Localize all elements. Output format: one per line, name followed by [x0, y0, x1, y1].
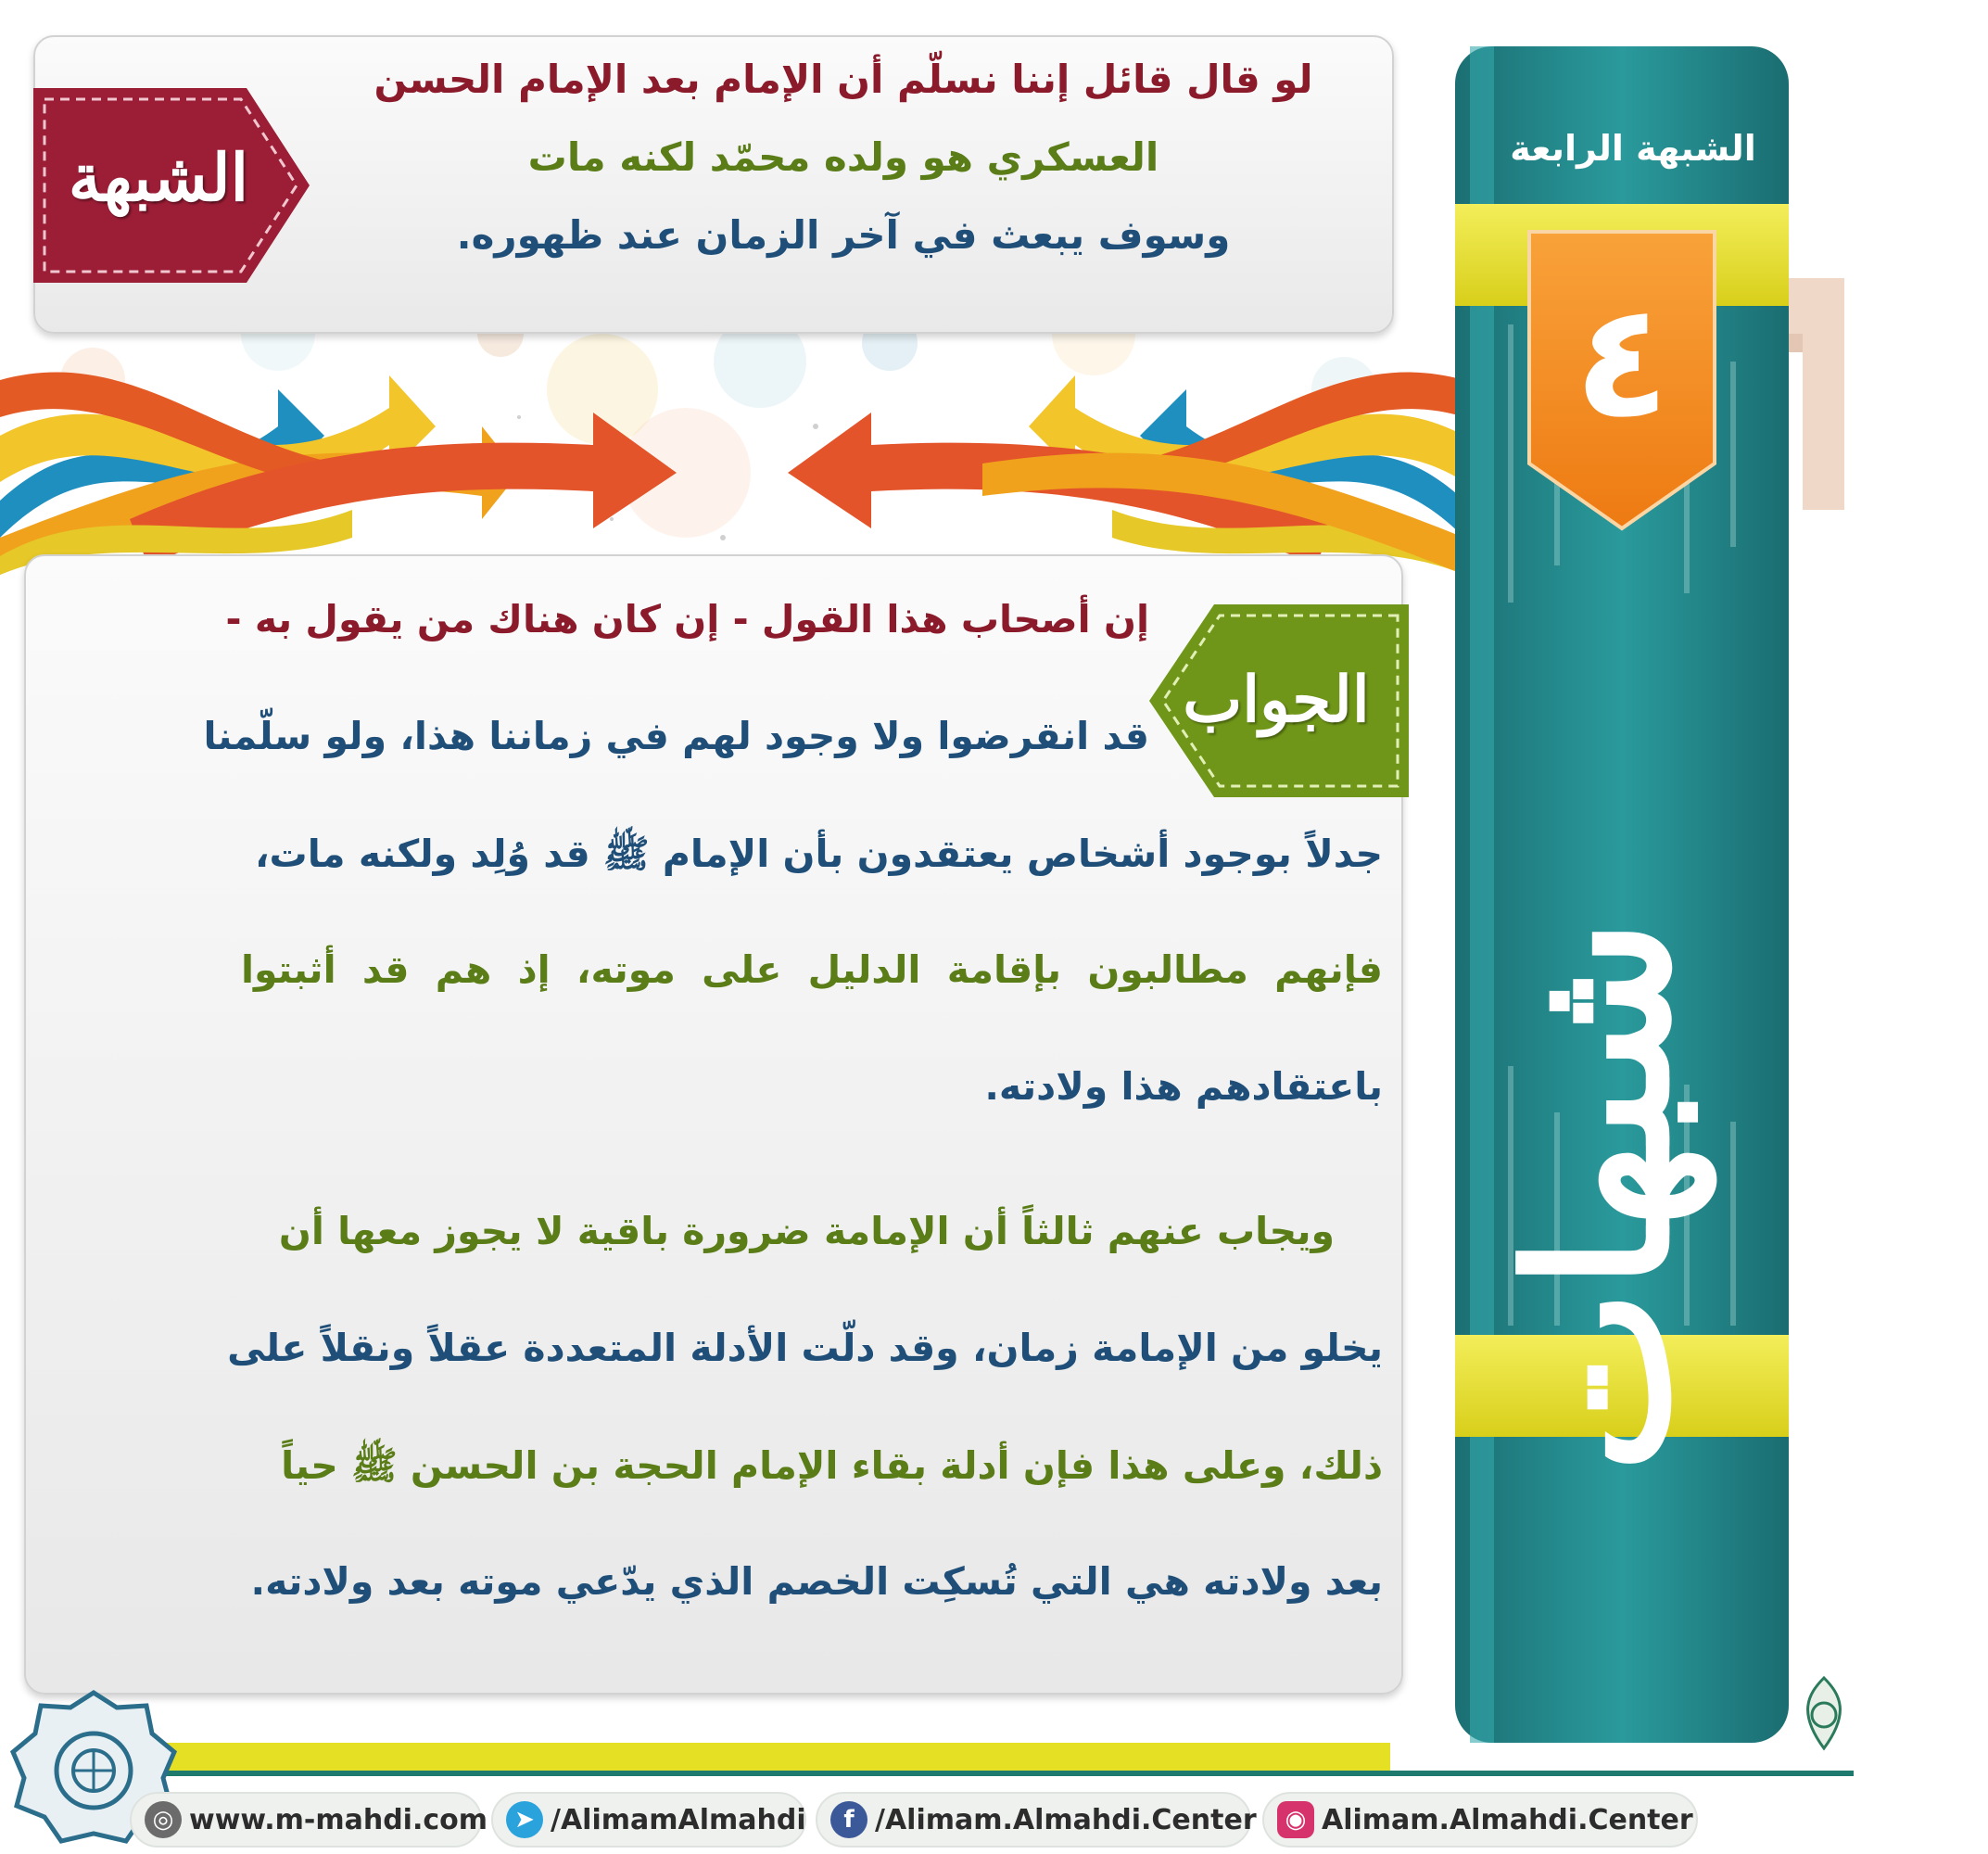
answer-line: فإنهم مطالبون بإقامة الدليل على موته، إذ هم قد أثبتوا	[240, 947, 1383, 992]
answer-text	[37, 575, 1399, 1687]
telegram-icon: ➤	[506, 1801, 543, 1838]
globe-icon: ◎	[145, 1801, 182, 1838]
website-link[interactable]	[130, 1792, 488, 1848]
answer-line: إن أصحاب هذا القول - إن كان هناك من يقول به -	[225, 597, 1149, 641]
answer-label: الجواب	[1183, 663, 1370, 737]
instagram-link[interactable]	[1262, 1792, 1698, 1848]
book-vertical-title: شبهات وردود	[1484, 919, 1972, 1473]
question-line: لو قال قائل إننا نسلّم أن الإمام بعد الإمام الحسن	[374, 57, 1313, 102]
telegram-handle: /AlimamAlmahdi	[551, 1803, 806, 1836]
answer-line: ذلك، وعلى هذا فإن أدلة بقاء الإمام الحجة بن الحسن ﷺ حياً	[281, 1443, 1383, 1488]
answer-line: ويجاب عنهم ثالثاً أن الإمامة ضرورة باقية لا يجوز معها أن	[278, 1209, 1335, 1253]
question-text	[352, 41, 1335, 274]
converging-arrows-graphic	[0, 324, 1464, 575]
facebook-handle: /Alimam.Almahdi.Center	[875, 1803, 1257, 1836]
instagram-handle: Alimam.Almahdi.Center	[1322, 1803, 1693, 1836]
website-url: www.m-mahdi.com	[189, 1803, 488, 1836]
question-label: الشبهة	[68, 139, 249, 216]
answer-line: باعتقادهم هذا ولادته.	[984, 1064, 1383, 1109]
answer-line: جدلاً بوجود أشخاص يعتقدون بأن الإمام ﷺ قد وُلِد ولكنه مات،	[254, 832, 1383, 876]
answer-line: يخلو من الإمامة زمان، وقد دلّت الأدلة المتعددة عقلاً ونقلاً على	[227, 1326, 1383, 1370]
instagram-icon: ◉	[1277, 1801, 1314, 1838]
telegram-link[interactable]	[491, 1792, 806, 1848]
question-line: وسوف يبعث في آخر الزمان عند ظهوره.	[456, 212, 1231, 258]
facebook-link[interactable]	[816, 1792, 1257, 1848]
facebook-icon: f	[830, 1801, 867, 1838]
book-number: ٤	[1574, 270, 1670, 453]
question-line: العسكري هو ولده محمّد لكنه مات	[527, 134, 1159, 180]
book-title: الشبهة الرابعة	[1510, 128, 1756, 169]
answer-line: بعد ولادته هي التي تُسكِت الخصم الذي يدّعي موته بعد ولادته.	[250, 1559, 1383, 1604]
answer-line: قد انقرضوا ولا وجود لهم في زماننا هذا، ولو سلّمنا	[203, 714, 1149, 758]
